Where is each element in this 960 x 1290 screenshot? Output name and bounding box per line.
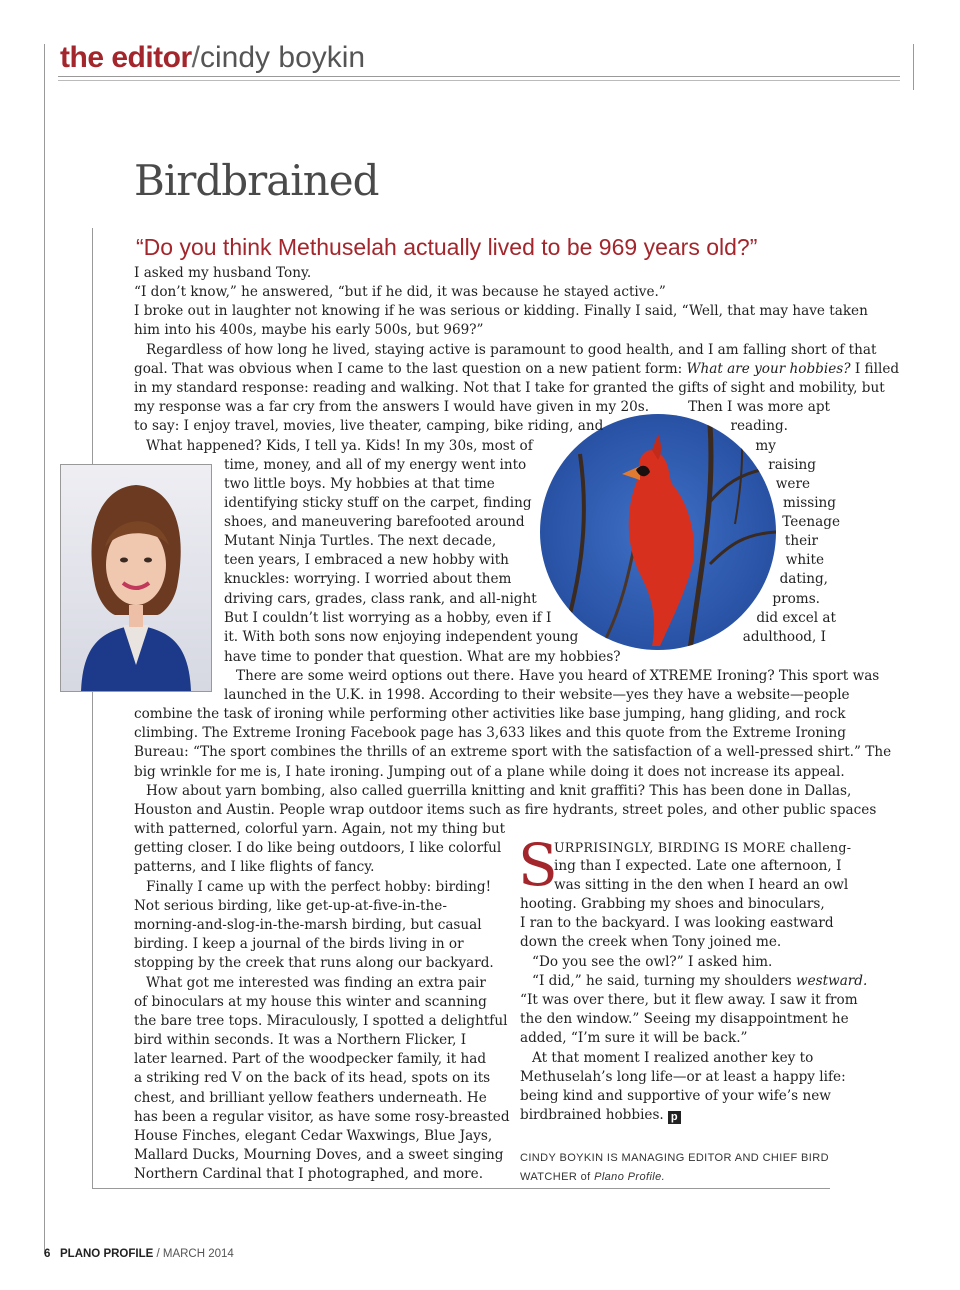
body-line <box>520 1106 681 1125</box>
section-masthead <box>60 40 365 76</box>
body-line: driving cars, grades, class rank, and all-night <box>224 591 537 607</box>
footer-separator: / <box>153 1248 163 1260</box>
body-line: reading. <box>730 418 788 434</box>
body-line: I broke out in laughter not knowing if he was serious or kidding. Finally I said, “Well, that may have taken <box>134 303 868 319</box>
body-line: added, “I’m sure it will be back.” <box>520 1030 748 1046</box>
body-line: bird within seconds. It was a Northern Flicker, I <box>134 1032 467 1048</box>
body-line: later learned. Part of the woodpecker family, it had <box>134 1051 487 1067</box>
body-line: climbing. The Extreme Ironing Facebook page has 3,633 likes and this quote from the Extreme Ironing <box>134 725 846 741</box>
body-line: birding. I keep a journal of the birds living in or <box>134 936 464 952</box>
body-line: morning-and-slog-in-the-marsh birding, but casual <box>134 917 482 933</box>
body-line: What happened? Kids, I tell ya. Kids! In my 30s, most of <box>146 438 533 454</box>
body-line: with patterned, colorful yarn. Again, not my thing but <box>134 821 506 837</box>
publication-name: PLANO PROFILE <box>60 1248 154 1260</box>
body-line: URPRISINGLY, BIRDING IS MORE challeng- <box>554 840 852 855</box>
body-line: getting closer. I do like being outdoors, I like colorful <box>134 840 502 856</box>
body-line <box>134 360 899 379</box>
left-frame-rule <box>44 44 45 1254</box>
header-rule <box>58 76 900 77</box>
body-line: it. With both sons now enjoying independent young <box>224 629 579 645</box>
body-line: of binoculars at my house this winter and scanning <box>134 994 487 1010</box>
body-line: raising <box>768 457 816 473</box>
article-title: Birdbrained <box>134 156 379 205</box>
body-line: has been a regular visitor, as have some rosy-breasted <box>134 1109 510 1125</box>
body-line: him into his 400s, maybe his early 500s, but 969?” <box>134 322 484 338</box>
body-line: knuckles: worrying. I worried about them <box>224 571 512 587</box>
body-line: shoes, and maneuvering barefooted around <box>224 514 525 530</box>
body-line: the den window.” Seeing my disappointment he <box>520 1011 849 1027</box>
body-line: proms. <box>772 591 820 607</box>
cardinal-photo <box>540 414 776 650</box>
article-bottom-rule <box>92 1188 830 1189</box>
body-text: “I did,” he said, turning my shoulders <box>532 973 796 989</box>
body-line: my response was a far cry from the answers I would have given in my 20s. <box>134 399 650 415</box>
body-line: a striking red V on the back of its head, spots on its <box>134 1070 491 1086</box>
body-italic: What are your hobbies? <box>686 361 851 377</box>
body-line: time, money, and all of my energy went into <box>224 457 527 473</box>
body-line: have time to ponder that question. What are my hobbies? <box>224 649 621 665</box>
article-left-rule <box>92 228 93 1188</box>
body-line: two little boys. My hobbies at that time <box>224 476 495 492</box>
body-line: combine the task of ironing while performing other activities like base jumping, hang gliding, and rock <box>134 706 846 722</box>
body-line: down the creek when Tony joined me. <box>520 934 782 950</box>
body-line: adulthood, I <box>742 629 826 645</box>
body-line: big wrinkle for me is, I hate ironing. Jumping out of a plane while doing it does not increase its appeal. <box>134 764 845 780</box>
body-text: I filled <box>850 361 900 377</box>
body-line: Bureau: “The sport combines the thrills of an extreme sport with the satisfaction of a well-pressed shirt.” The <box>134 744 892 760</box>
body-line: dating, <box>779 571 828 587</box>
body-line: identifying sticky stuff on the carpet, finding <box>224 495 532 511</box>
body-line: in my standard response: reading and walking. Not that I take for granted the gifts of sight and mobility, but <box>134 380 885 396</box>
issue-date: MARCH 2014 <box>162 1248 234 1260</box>
body-line: hooting. Grabbing my shoes and binoculars, <box>520 896 825 912</box>
body-line: their <box>784 533 818 549</box>
body-line: Finally I came up with the perfect hobby: birding! <box>146 879 492 895</box>
body-line: “It was over there, but it flew away. I saw it from <box>520 992 858 1008</box>
body-line: “I don’t know,” he answered, “but if he did, it was because he stayed active.” <box>134 284 666 300</box>
body-line: was sitting in the den when I heard an owl <box>554 877 849 893</box>
body-line: white <box>785 552 824 568</box>
body-line: I asked my husband Tony. <box>134 265 312 281</box>
body-line: Houston and Austin. People wrap outdoor items such as fire hydrants, street poles, and other public spaces <box>134 802 877 818</box>
body-line: Mallard Ducks, Mourning Doves, and a sweet singing <box>134 1147 504 1163</box>
body-line: There are some weird options out there. Have you heard of XTREME Ironing? This sport was <box>236 668 880 684</box>
body-line: Mutant Ninja Turtles. The next decade, <box>224 533 497 549</box>
body-line: being kind and supportive of your wife’s new <box>520 1088 831 1104</box>
body-line: my <box>755 438 776 454</box>
masthead-author: cindy boykin <box>200 41 366 74</box>
masthead-section: the editor <box>60 41 192 74</box>
body-line: Regardless of how long he lived, staying active is paramount to good health, and I am falling short of that <box>146 342 877 358</box>
body-text: birdbrained hobbies. <box>520 1107 664 1123</box>
body-line: patterns, and I like flights of fancy. <box>134 859 375 875</box>
author-bio-line: CINDY BOYKIN IS MANAGING EDITOR AND CHIEF BIRD <box>520 1152 829 1164</box>
body-line: House Finches, elegant Cedar Waxwings, Blue Jays, <box>134 1128 493 1144</box>
page-number: 6 <box>44 1248 51 1260</box>
body-line: Teenage <box>782 514 840 530</box>
body-line: But I couldn’t list worrying as a hobby, even if I <box>224 610 552 626</box>
body-line: Methuselah’s long life—or at least a happy life: <box>520 1069 846 1085</box>
body-line: What got me interested was finding an extra pair <box>146 975 486 991</box>
body-line: to say: I enjoy travel, movies, live theater, camping, bike riding, and <box>134 418 604 434</box>
body-italic: westward. <box>795 973 868 989</box>
pull-quote: “Do you think Methuselah actually lived to be 969 years old?” <box>136 234 758 260</box>
body-line: At that moment I realized another key to <box>532 1050 814 1066</box>
drop-cap: S <box>518 831 558 899</box>
body-line: ing than I expected. Late one afternoon, I <box>554 858 842 874</box>
body-line: launched in the U.K. in 1998. According to their website—yes they have a website—people <box>224 687 850 703</box>
body-line: I ran to the backyard. I was looking eastward <box>520 915 834 931</box>
page-footer <box>44 1248 234 1260</box>
body-line: did excel at <box>756 610 836 626</box>
right-frame-rule <box>913 44 914 90</box>
bio-text: WATCHER of <box>520 1171 595 1183</box>
header-rule-secondary <box>58 80 900 81</box>
body-line <box>532 972 867 991</box>
body-line: the bare tree tops. Miraculously, I spotted a delightful <box>134 1013 508 1029</box>
body-line: “Do you see the owl?” I asked him. <box>532 954 773 970</box>
body-line: missing <box>783 495 836 511</box>
body-line: teen years, I embraced a new hobby with <box>224 552 509 568</box>
body-line: chest, and brilliant yellow feathers underneath. He <box>134 1090 487 1106</box>
body-line: were <box>775 476 810 492</box>
author-portrait <box>60 464 212 692</box>
author-bio-line <box>520 1171 665 1183</box>
body-line: How about yarn bombing, also called guerrilla knitting and knit graffiti? This has been done in Dallas, <box>146 783 852 799</box>
body-text: goal. That was obvious when I came to the last question on a new patient form: <box>134 361 687 377</box>
masthead-separator: / <box>191 41 201 74</box>
bio-italic: Plano Profile. <box>594 1171 666 1183</box>
body-line: Northern Cardinal that I photographed, and more. <box>134 1166 484 1182</box>
body-line: Not serious birding, like get-up-at-five-in-the- <box>134 898 447 914</box>
body-line: stopping by the creek that runs along our backyard. <box>134 955 494 971</box>
body-line: Then I was more apt <box>688 399 830 415</box>
end-mark-icon: p <box>668 1111 681 1124</box>
